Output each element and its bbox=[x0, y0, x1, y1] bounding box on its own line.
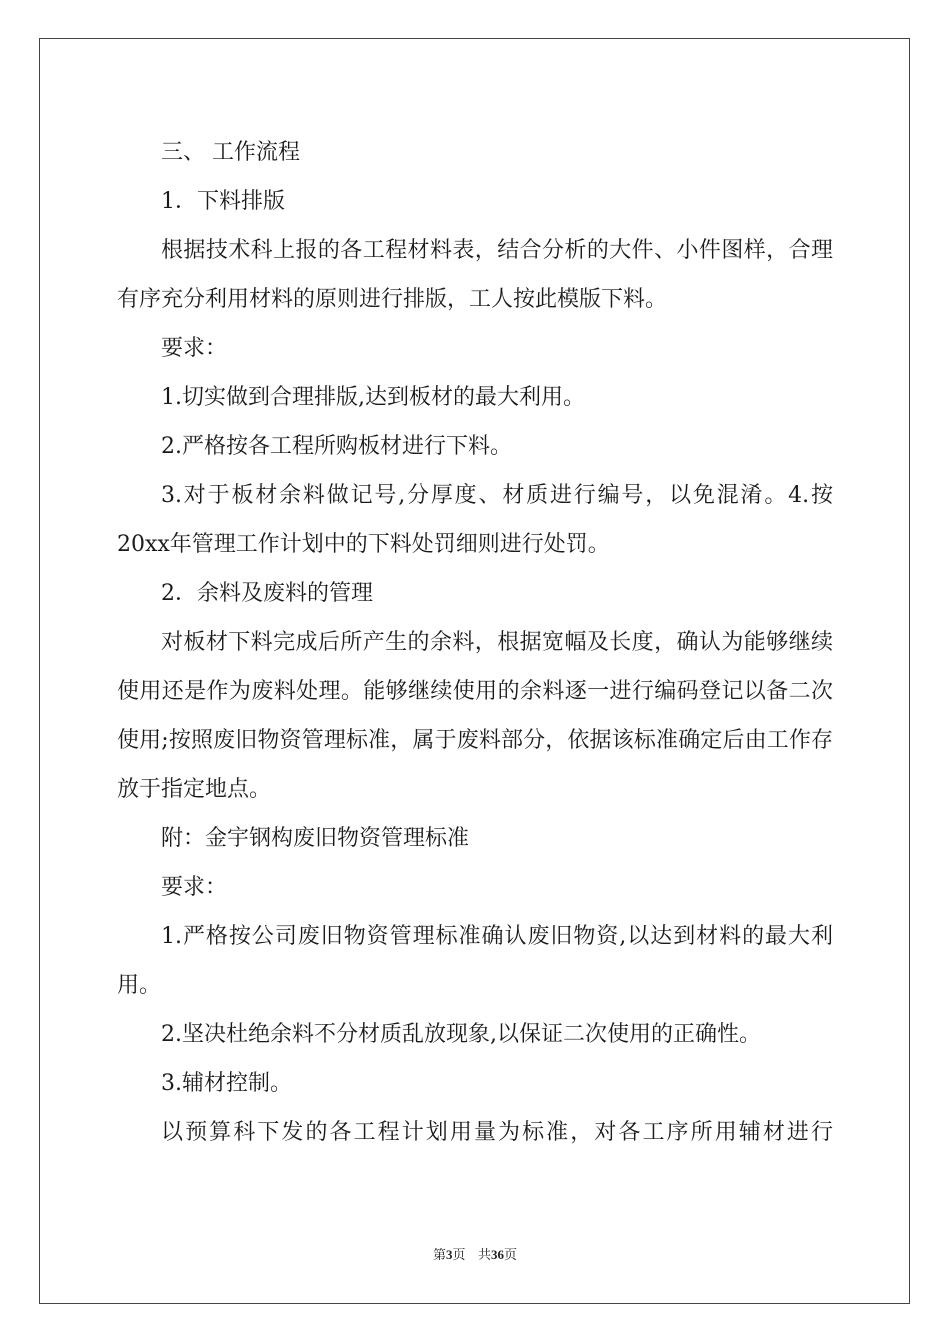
list-item: 1.切实做到合理排版,达到板材的最大利用。 bbox=[161, 385, 585, 410]
footer-page-prefix: 第 bbox=[433, 1248, 447, 1263]
subsection-heading: 2．余料及废料的管理 bbox=[161, 581, 373, 606]
footer-total-pages: 36 bbox=[490, 1247, 504, 1262]
list-item: 1.严格按公司废旧物资管理标准确认废旧物资,以达到材料的最大利用。 bbox=[117, 924, 833, 998]
document-body bbox=[117, 128, 833, 1157]
footer-page-suffix: 页 bbox=[452, 1248, 466, 1263]
list-item: 3.对于板材余料做记号,分厚度、材质进行编号，以免混淆。4.按20xx年管理工作计划中的下料处罚细则进行处罚。 bbox=[117, 483, 833, 557]
paragraph: 以预算科下发的各工程计划用量为标准，对各工序所用辅材进行 bbox=[161, 1120, 833, 1145]
list-item: 2.坚决杜绝余料不分材质乱放现象,以保证二次使用的正确性。 bbox=[161, 1022, 761, 1047]
footer-total-prefix: 共 bbox=[477, 1248, 491, 1263]
section-heading: 三、 工作流程 bbox=[161, 140, 300, 165]
page-footer bbox=[0, 1244, 950, 1263]
list-item: 3.辅材控制。 bbox=[161, 1071, 292, 1096]
appendix-note: 附：金宇钢构废旧物资管理标准 bbox=[161, 826, 470, 851]
requirements-label: 要求： bbox=[161, 875, 228, 900]
requirements-label: 要求： bbox=[161, 336, 228, 361]
footer-total-suffix: 页 bbox=[503, 1248, 517, 1263]
paragraph: 对板材下料完成后所产生的余料，根据宽幅及长度，确认为能够继续使用还是作为废料处理。能够继续使用的余料逐一进行编码登记以备二次使用;按照废旧物资管理标准，属于废料部分，依据该标准确定后由工作存放于指定地点。 bbox=[117, 630, 833, 802]
paragraph: 根据技术科上报的各工程材料表，结合分析的大件、小件图样，合理有序充分利用材料的原则进行排版，工人按此模版下料。 bbox=[117, 238, 833, 312]
footer-page-number: 3 bbox=[446, 1247, 453, 1262]
subsection-heading: 1．下料排版 bbox=[161, 189, 285, 214]
list-item: 2.严格按各工程所购板材进行下料。 bbox=[161, 434, 512, 459]
